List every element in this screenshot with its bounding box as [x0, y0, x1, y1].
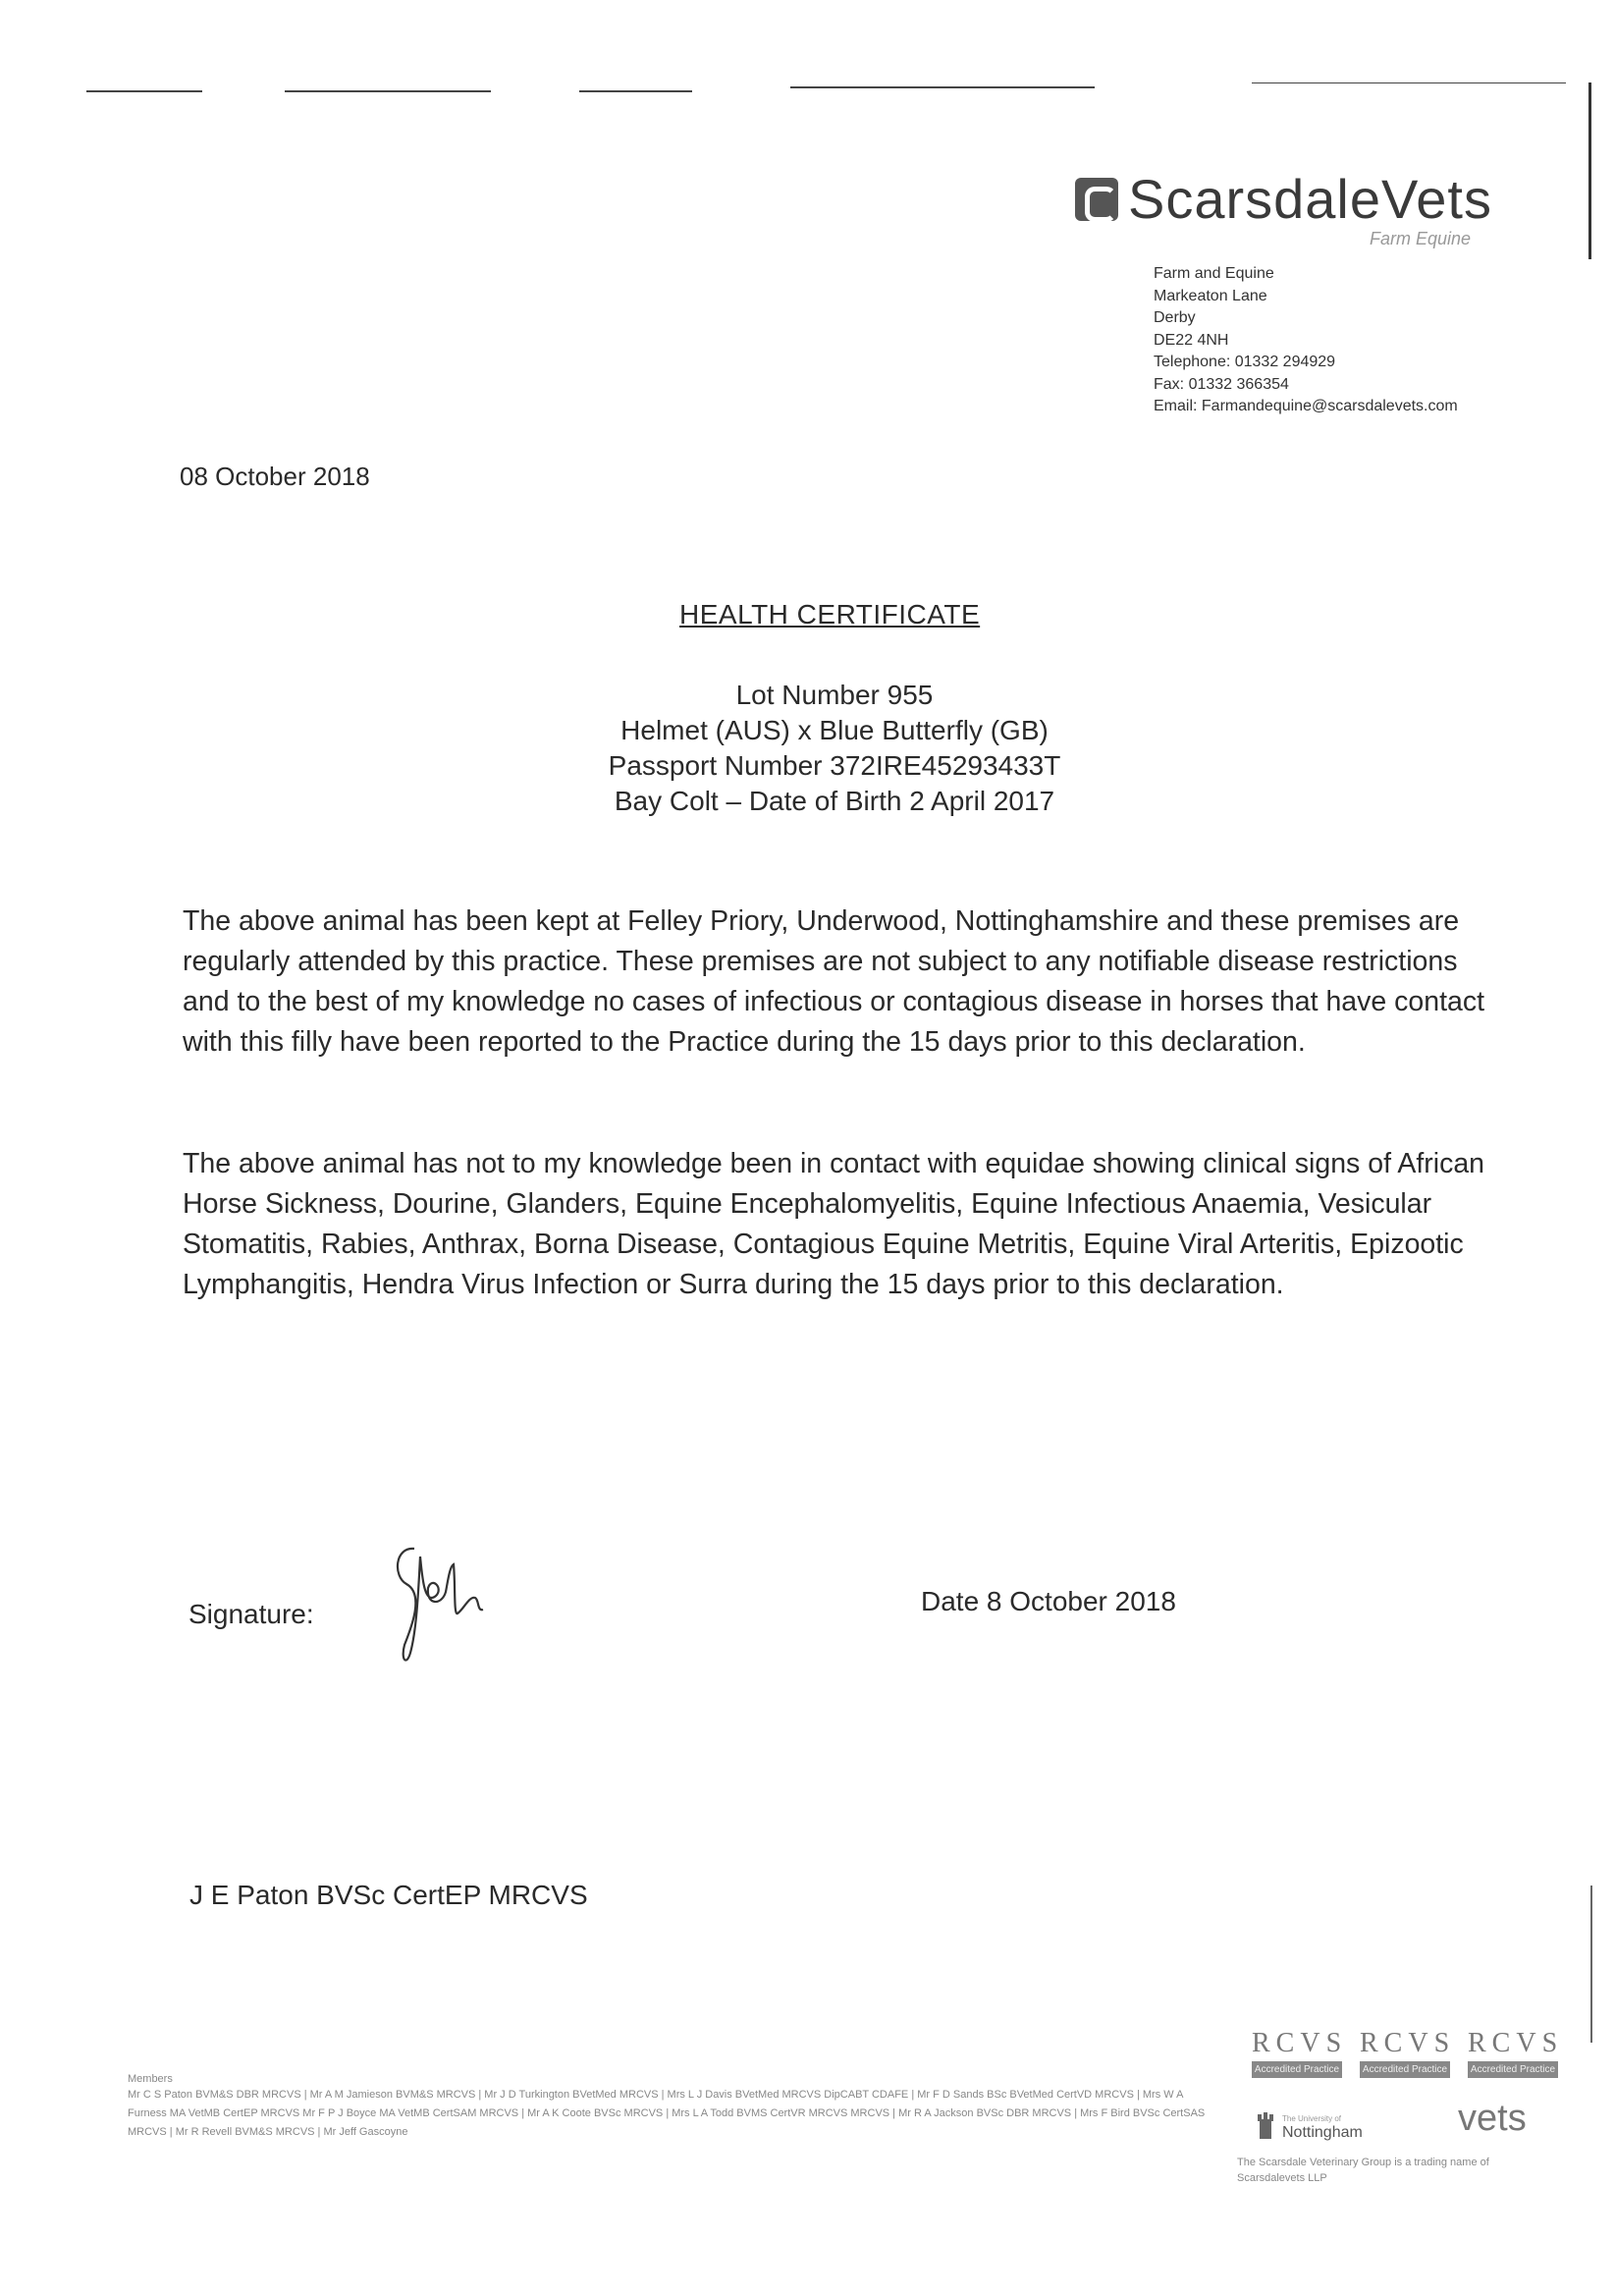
pedigree: Helmet (AUS) x Blue Butterfly (GB): [620, 715, 1049, 745]
header-rule-1: [86, 90, 202, 92]
telephone-line: Telephone: 01332 294929: [1154, 354, 1336, 370]
practice-address: [1154, 263, 1458, 418]
handwritten-signature: [385, 1537, 532, 1674]
header-rule-5: [1252, 82, 1566, 83]
passport-number: Passport Number 372IRE45293433T: [608, 750, 1061, 781]
members-heading: Members: [128, 2073, 173, 2085]
vets-mark: vets: [1458, 2098, 1527, 2139]
lot-details: [550, 678, 1119, 819]
colt-birth-date: Bay Colt – Date of Birth 2 April 2017: [614, 786, 1055, 816]
rcvs-badges: [1252, 2028, 1564, 2078]
rcvs-badge-label: Accredited Practice: [1360, 2061, 1450, 2078]
trading-name-footnote: The Scarsdale Veterinary Group is a trading name of Scarsdalevets LLP: [1237, 2157, 1489, 2184]
scan-edge-mark-lower: [1590, 1886, 1592, 2043]
rcvs-badge: [1360, 2028, 1456, 2078]
scarsdale-vets-logo: [1075, 167, 1492, 231]
address-line: Farm and Equine: [1154, 265, 1274, 282]
logo-name: ScarsdaleVets: [1128, 168, 1492, 230]
signature-label: Signature:: [188, 1599, 314, 1629]
rcvs-badge-logo: RCVS: [1252, 2028, 1348, 2058]
logo-mark-icon: [1075, 178, 1118, 221]
university-title: Nottingham: [1282, 2124, 1363, 2141]
certificate-title: HEALTH CERTIFICATE: [679, 599, 981, 629]
address-line: Markeaton Lane: [1154, 287, 1267, 304]
letter-date: 08 October 2018: [180, 462, 370, 491]
logo-subtitle: Farm Equine: [1370, 229, 1472, 248]
castle-icon: [1257, 2111, 1274, 2141]
scan-edge-mark: [1588, 82, 1591, 259]
rcvs-badge-label: Accredited Practice: [1252, 2061, 1342, 2078]
rcvs-badge: [1468, 2028, 1564, 2078]
university-nottingham-logo: [1257, 2111, 1363, 2141]
members-list: Mr C S Paton BVM&S DBR MRCVS | Mr A M Jamieson BVM&S MRCVS | Mr J D Turkington BVetMed MRCVS | Mrs L J Davis BVetMed MRCVS DipCABT CDAFE | Mr F D Sands BSc BVetMed CertVD MRCVS | Mrs W A Furness MA VetMB CertEP MRCVS Mr F P J Boyce MA VetMB CertSAM MRCVS | Mr A K Coote BVSc MRCVS | Mrs L A Todd BVMS CertVR MRCVS MRCVS | Mr R A Jackson BVSc DBR MRCVS | Mrs F Bird BVSc CertSAS MRCVS | Mr R Revell BVM&S MRCVS | Mr Jeff Gascoyne: [128, 2089, 1206, 2138]
address-line: Derby: [1154, 309, 1196, 326]
paragraph-premises: The above animal has been kept at Felley Priory, Underwood, Nottinghamshire and these premises are regularly attended by this practice. These premises are not subject to any notifiable disease restrictions and to the best of my knowledge no cases of infectious or contagious disease in horses that have contact with this filly have been reported to the Practice during the 15 days prior to this declaration.: [183, 905, 1485, 1058]
lot-number: Lot Number 955: [735, 680, 934, 710]
vet-name: J E Paton BVSc CertEP MRCVS: [189, 1880, 588, 1910]
fax-line: Fax: 01332 366354: [1154, 375, 1289, 393]
university-name: [1282, 2112, 1363, 2140]
header-rule-3: [579, 90, 692, 92]
rcvs-badge-label: Accredited Practice: [1468, 2061, 1558, 2078]
rcvs-badge-logo: RCVS: [1468, 2028, 1564, 2058]
email-line: Email: Farmandequine@scarsdalevets.com: [1154, 398, 1458, 414]
address-line: DE22 4NH: [1154, 331, 1229, 349]
header-rule-4: [790, 86, 1095, 88]
rcvs-badge: [1252, 2028, 1348, 2078]
paragraph-contact: The above animal has not to my knowledge been in contact with equidae showing clinical signs of African Horse Sickness, Dourine, Glanders, Equine Encephalomyelitis, Equine Infectious Anaemia, Vesicular Stomatitis, Rabies, Anthrax, Borna Disease, Contagious Equine Metritis, Equine Viral Arteritis, Epizootic Lymphangitis, Hendra Virus Infection or Surra during the 15 days prior to this declaration.: [183, 1148, 1485, 1300]
header-rule-2: [285, 90, 491, 92]
signed-date: Date 8 October 2018: [921, 1586, 1176, 1616]
university-tagline: The University of: [1282, 2114, 1342, 2123]
rcvs-badge-logo: RCVS: [1360, 2028, 1456, 2058]
